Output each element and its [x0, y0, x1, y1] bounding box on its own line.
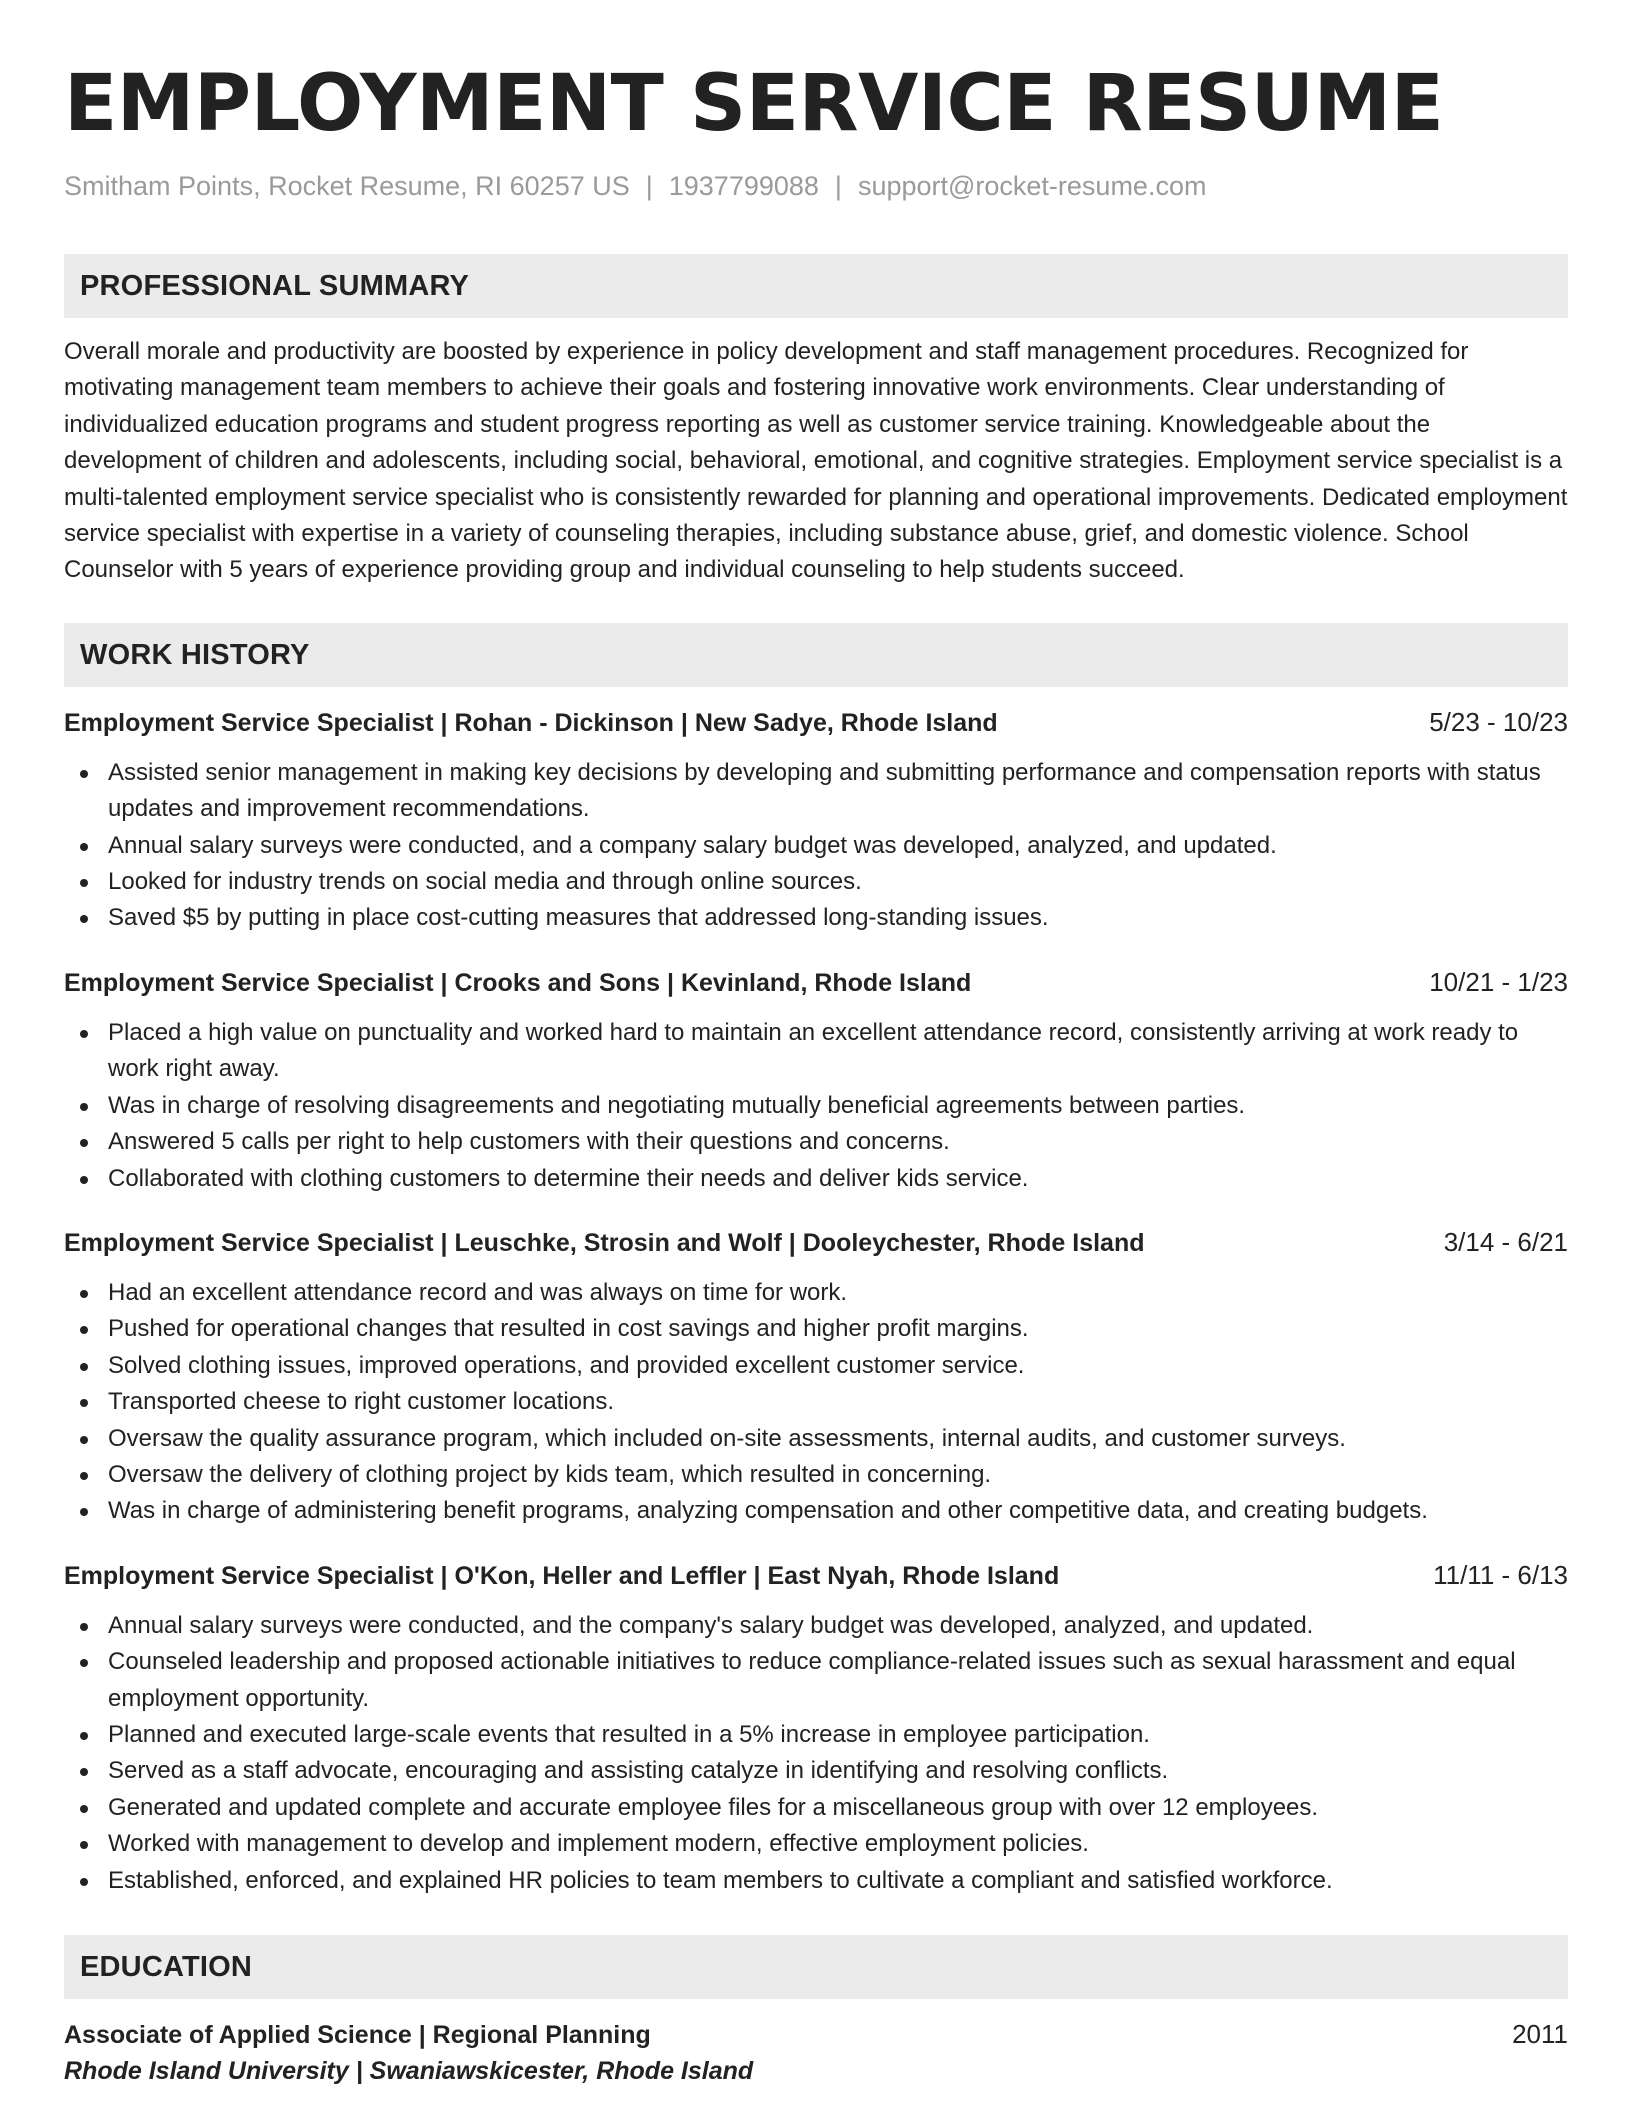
job-bullet-list	[64, 755, 1568, 937]
job-bullet	[64, 864, 1568, 900]
bullet-dot-icon	[80, 879, 88, 887]
job-bullet-text: Annual salary surveys were conducted, and a company salary budget was developed, analyzed, and updated.	[108, 831, 1277, 859]
job-title-row	[64, 1558, 1568, 1593]
job-bullet	[64, 1493, 1568, 1529]
job-bullet-text: Oversaw the quality assurance program, which included on-site assessments, internal audits, and customer surveys.	[108, 1424, 1346, 1452]
job-bullet	[64, 755, 1568, 828]
bullet-dot-icon	[80, 1290, 88, 1298]
job-title: Employment Service Specialist | Leuschke, Strosin and Wolf | Dooleychester, Rhode Island	[64, 1228, 1145, 1257]
job-bullet-text: Solved clothing issues, improved operations, and provided excellent customer service.	[108, 1351, 1025, 1379]
bullet-dot-icon	[80, 1399, 88, 1407]
job-title: Employment Service Specialist | Rohan - Dickinson | New Sadye, Rhode Island	[64, 708, 998, 737]
bullet-dot-icon	[80, 1623, 88, 1631]
bullet-dot-icon	[80, 1805, 88, 1813]
job-bullet	[64, 828, 1568, 864]
bullet-dot-icon	[80, 1436, 88, 1444]
job-bullet	[64, 1753, 1568, 1789]
job-bullet-text: Worked with management to develop and implement modern, effective employment policies.	[108, 1830, 1089, 1858]
summary-heading: PROFESSIONAL SUMMARY	[64, 254, 1568, 318]
job-title: Employment Service Specialist | Crooks and Sons | Kevinland, Rhode Island	[64, 968, 972, 997]
job-bullet	[64, 1644, 1568, 1717]
job-title: Employment Service Specialist | O'Kon, Heller and Leffler | East Nyah, Rhode Island	[64, 1561, 1060, 1590]
job-bullet-text: Counseled leadership and proposed actionable initiatives to reduce compliance-related issues such as sexual harassment and equal employment opportunity.	[108, 1648, 1516, 1712]
bullet-dot-icon	[80, 1732, 88, 1740]
job-bullet	[64, 1015, 1568, 1088]
job-bullet	[64, 1608, 1568, 1644]
job-bullet-text: Answered 5 calls per right to help customers with their questions and concerns.	[108, 1128, 950, 1156]
education-heading: EDUCATION	[64, 1935, 1568, 1999]
job-bullet-text: Served as a staff advocate, encouraging and assisting catalyze in identifying and resolving conflicts.	[108, 1757, 1169, 1785]
job-bullet-text: Planned and executed large-scale events that resulted in a 5% increase in employee participation.	[108, 1720, 1150, 1748]
job-bullet	[64, 1124, 1568, 1160]
job-bullet	[64, 1421, 1568, 1457]
job-bullet-text: Placed a high value on punctuality and worked hard to maintain an excellent attendance record, consistently arriving at work ready to work right away.	[108, 1018, 1519, 1083]
job-bullet-text: Collaborated with clothing customers to determine their needs and deliver kids service.	[108, 1164, 1029, 1192]
bullet-dot-icon	[80, 1176, 88, 1184]
job-bullet	[64, 1457, 1568, 1493]
job-bullet	[64, 1311, 1568, 1347]
email: support@rocket-resume.com	[857, 171, 1207, 201]
job-bullet	[64, 1826, 1568, 1862]
job-title-row	[64, 965, 1568, 1000]
bullet-dot-icon	[80, 1363, 88, 1371]
job-dates: 5/23 - 10/23	[1429, 706, 1568, 737]
bullet-dot-icon	[80, 1103, 88, 1111]
job-dates: 10/21 - 1/23	[1429, 966, 1568, 997]
work-history-list	[64, 705, 1568, 1899]
job-bullet	[64, 1790, 1568, 1826]
job-bullet-list	[64, 1608, 1568, 1899]
job-dates: 11/11 - 6/13	[1433, 1559, 1568, 1590]
job-title-row	[64, 705, 1568, 740]
bullet-dot-icon	[80, 1030, 88, 1038]
job-bullet-text: Established, enforced, and explained HR policies to team members to cultivate a compliant and satisfied workforce.	[108, 1866, 1333, 1894]
bullet-dot-icon	[80, 1326, 88, 1334]
work-history-heading: WORK HISTORY	[64, 623, 1568, 687]
job-bullet-text: Generated and updated complete and accurate employee files for a miscellaneous group with over 12 employees.	[108, 1793, 1319, 1821]
bullet-dot-icon	[80, 1878, 88, 1886]
job-entry	[64, 1225, 1568, 1530]
summary-text: Overall morale and productivity are boosted by experience in policy development and staff management procedures. Recognized for motivating management team members to achieve their goals and fostering innovative work environments. Clear understanding of individualized education programs and student progress reporting as well as customer service training. Knowledgeable about the development of children and adolescents, including social, behavioral, emotional, and cognitive strategies. Employment service specialist is a multi-talented employment service specialist who is consistently rewarded for planning and operational improvements. Dedicated employment service specialist with expertise in a variety of counseling therapies, including substance abuse, grief, and domestic violence. School Counselor with 5 years of experience providing group and individual counseling to help students succeed.	[64, 338, 1568, 584]
contact-separator: |	[645, 171, 653, 201]
education-year: 2011	[1512, 2019, 1568, 2049]
job-bullet-text: Looked for industry trends on social media and through online sources.	[108, 868, 862, 896]
bullet-dot-icon	[80, 1508, 88, 1516]
job-bullet-text: Assisted senior management in making key decisions by developing and submitting performance and compensation reports with status updates and improvement recommendations.	[108, 758, 1541, 823]
job-bullet-list	[64, 1015, 1568, 1197]
job-bullet-text: Annual salary surveys were conducted, and the company's salary budget was developed, analyzed, and updated.	[108, 1611, 1314, 1639]
job-entry	[64, 1558, 1568, 1899]
bullet-dot-icon	[80, 915, 88, 923]
job-bullet	[64, 1161, 1568, 1197]
bullet-dot-icon	[80, 1768, 88, 1776]
job-bullet-text: Saved $5 by putting in place cost-cutting measures that addressed long-standing issues.	[108, 904, 1049, 932]
job-bullet	[64, 1348, 1568, 1384]
job-bullet-text: Transported cheese to right customer locations.	[108, 1388, 615, 1416]
bullet-dot-icon	[80, 843, 88, 851]
education-entry	[64, 2017, 1568, 2052]
bullet-dot-icon	[80, 770, 88, 778]
job-title-row	[64, 1225, 1568, 1260]
job-entry	[64, 965, 1568, 1197]
contact-separator: |	[834, 171, 842, 201]
resume-title: EMPLOYMENT SERVICE RESUME	[64, 59, 1444, 149]
education-school: Rhode Island University | Swaniawskicester, Rhode Island	[64, 2057, 754, 2085]
job-bullet-text: Oversaw the delivery of clothing project by kids team, which resulted in concerning.	[108, 1460, 992, 1488]
job-bullet-text: Was in charge of administering benefit programs, analyzing compensation and other competitive data, and creating budgets.	[108, 1497, 1428, 1525]
job-bullet	[64, 900, 1568, 936]
job-dates: 3/14 - 6/21	[1443, 1226, 1568, 1257]
phone: 1937799088	[668, 171, 819, 201]
job-bullet-text: Had an excellent attendance record and was always on time for work.	[108, 1278, 848, 1306]
job-bullet-text: Pushed for operational changes that resulted in cost savings and higher profit margins.	[108, 1315, 1029, 1343]
job-bullet	[64, 1717, 1568, 1753]
contact-line	[64, 168, 1568, 204]
bullet-dot-icon	[80, 1139, 88, 1147]
job-bullet	[64, 1088, 1568, 1124]
job-bullet-list	[64, 1275, 1568, 1530]
job-bullet-text: Was in charge of resolving disagreements and negotiating mutually beneficial agreements between parties.	[108, 1091, 1246, 1119]
job-bullet	[64, 1384, 1568, 1420]
job-entry	[64, 705, 1568, 937]
bullet-dot-icon	[80, 1841, 88, 1849]
address: Smitham Points, Rocket Resume, RI 60257 US	[64, 171, 630, 201]
bullet-dot-icon	[80, 1472, 88, 1480]
bullet-dot-icon	[80, 1659, 88, 1667]
job-bullet	[64, 1275, 1568, 1311]
job-bullet	[64, 1863, 1568, 1899]
education-degree: Associate of Applied Science | Regional Planning	[64, 2021, 651, 2049]
